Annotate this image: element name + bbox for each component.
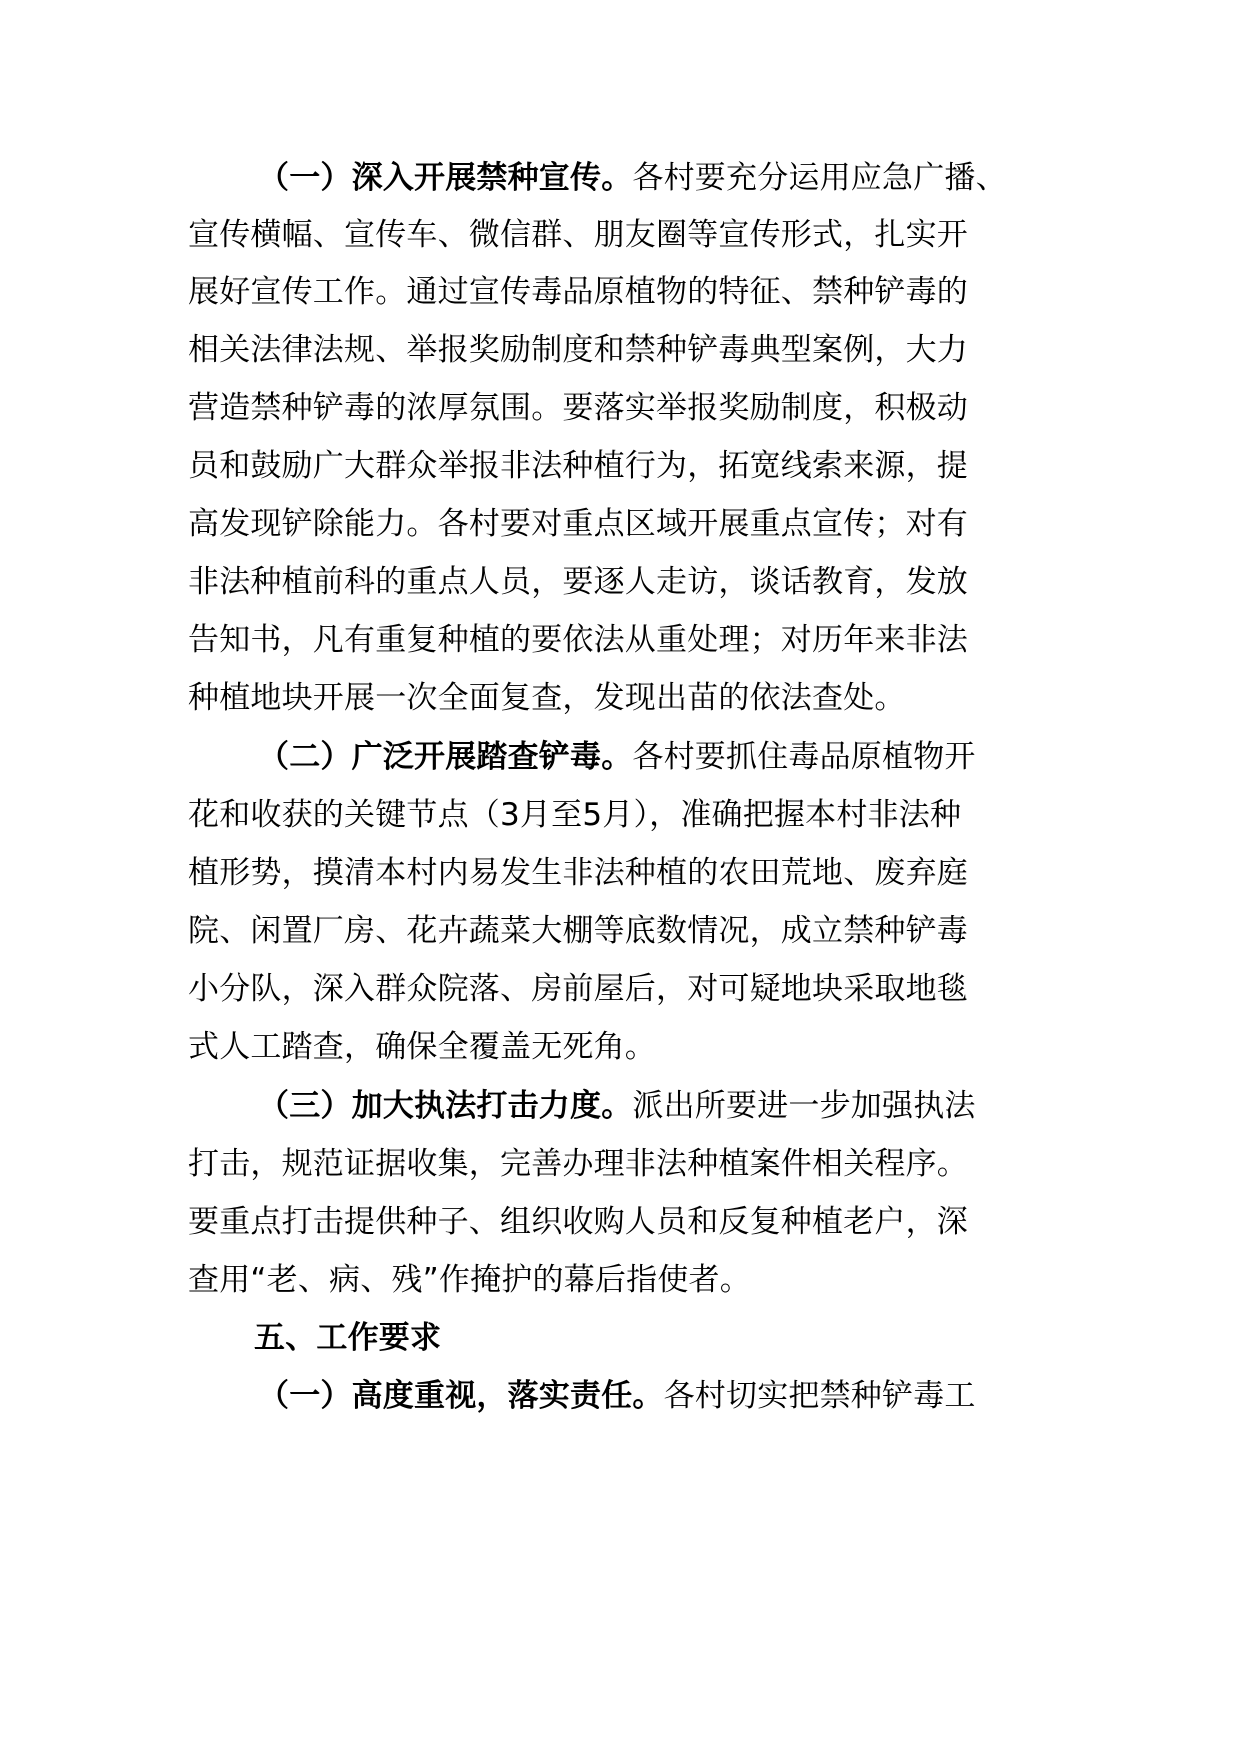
paragraph-line: 高发现铲除能力。各村要对重点区域开展重点宣传；对有: [188, 506, 968, 542]
paragraph-line: 小分队，深入群众院落、房前屋后，对可疑地块采取地毯: [188, 971, 968, 1007]
paragraph-line: 告知书，凡有重复种植的要依法从重处理；对历年来非法: [188, 622, 968, 658]
paragraph-line: [258, 1086, 976, 1126]
paragraph-line: 查用“老、病、残”作掩护的幕后指使者。: [188, 1262, 751, 1298]
paragraph-line: 展好宣传工作。通过宣传毒品原植物的特征、禁种铲毒的: [188, 274, 968, 310]
paragraph-line: 宣传横幅、宣传车、微信群、朋友圈等宣传形式，扎实开: [188, 217, 968, 253]
section-heading: （一）高度重视，落实责任。: [258, 1378, 664, 1414]
chapter-heading: 五、工作要求: [254, 1320, 442, 1356]
paragraph-text: 派出所要进一步加强执法: [632, 1088, 976, 1124]
paragraph-line: 打击，规范证据收集，完善办理非法种植案件相关程序。: [188, 1146, 968, 1182]
paragraph-line: [258, 158, 1007, 198]
paragraph-line: [258, 737, 976, 777]
section-heading: （一）深入开展禁种宣传。: [258, 160, 633, 196]
paragraph-text: 各村要充分运用应急广播、: [632, 160, 1007, 196]
paragraph-line: 种植地块开展一次全面复查，发现出苗的依法查处。: [188, 680, 906, 716]
paragraph-line: 式人工踏查，确保全覆盖无死角。: [188, 1029, 656, 1065]
paragraph-line: 非法种植前科的重点人员，要逐人走访，谈话教育，发放: [188, 564, 968, 600]
paragraph-line: 院、闲置厂房、花卉蔬菜大棚等底数情况，成立禁种铲毒: [188, 913, 968, 949]
paragraph-text: 各村切实把禁种铲毒工: [663, 1378, 976, 1414]
paragraph-line: 营造禁种铲毒的浓厚氛围。要落实举报奖励制度，积极动: [188, 390, 968, 426]
paragraph-text: 各村要抓住毒品原植物开: [632, 739, 976, 775]
paragraph-line: 花和收获的关键节点（3月至5月），准确把握本村非法种: [188, 797, 962, 833]
paragraph-line: 员和鼓励广大群众举报非法种植行为，拓宽线索来源，提: [188, 448, 968, 484]
paragraph-line: [258, 1376, 976, 1416]
paragraph-line: 植形势，摸清本村内易发生非法种植的农田荒地、废弃庭: [188, 855, 968, 891]
section-heading: （二）广泛开展踏查铲毒。: [258, 739, 633, 775]
paragraph-line: 相关法律法规、举报奖励制度和禁种铲毒典型案例，大力: [188, 332, 968, 368]
paragraph-line: 要重点打击提供种子、组织收购人员和反复种植老户，深: [188, 1204, 968, 1240]
section-heading: （三）加大执法打击力度。: [258, 1088, 633, 1124]
